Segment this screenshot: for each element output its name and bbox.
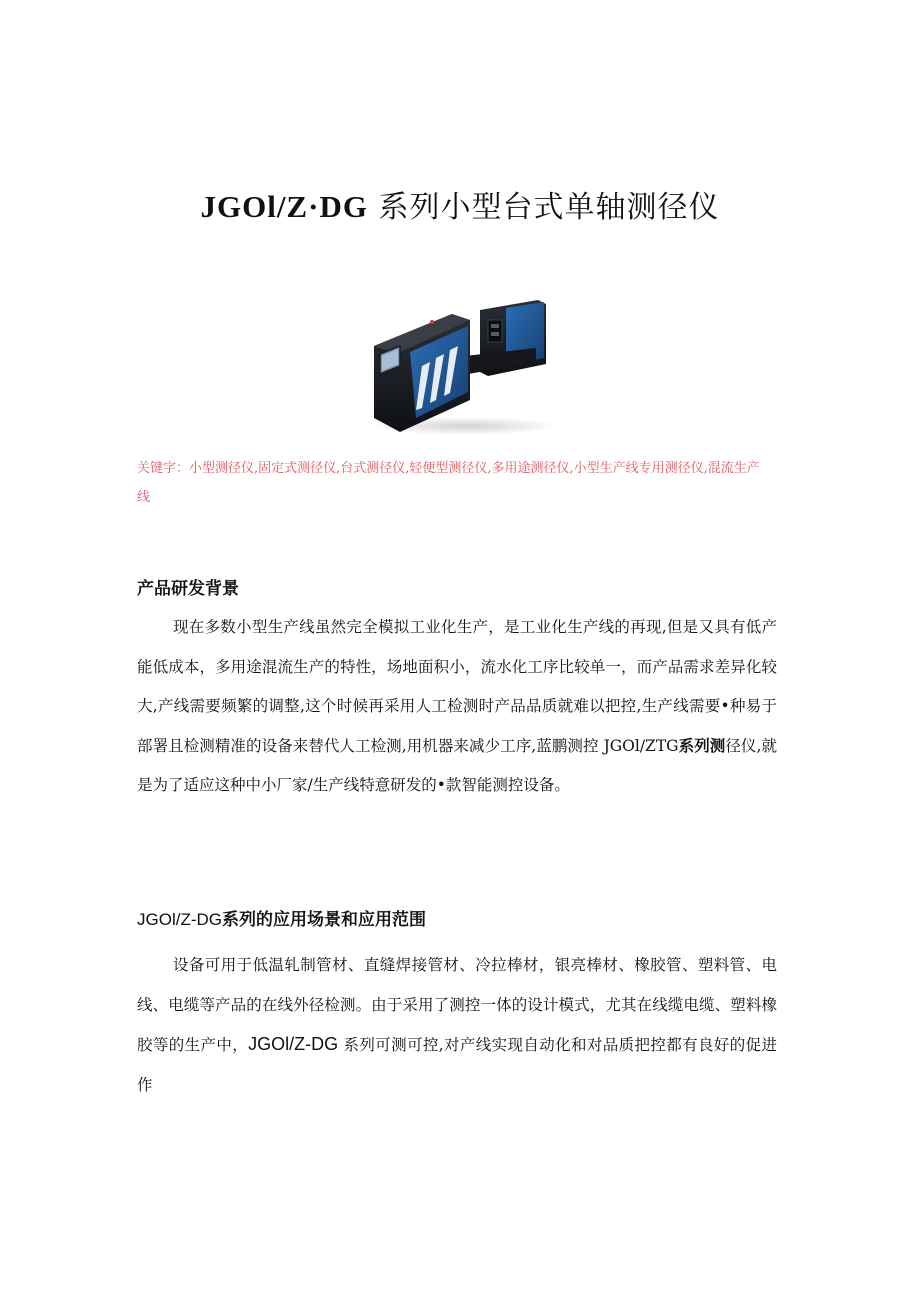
section-heading-background: 产品研发背景 [137, 579, 239, 599]
title-model-code: JGOl/Z·DG [200, 189, 368, 224]
paragraph-text-tail: 系列可测可控,对产线实现自动化和对品质把控都有良好的促进作 [137, 1036, 777, 1094]
paragraph-background [137, 608, 777, 806]
paragraph-application [137, 946, 777, 1105]
heading-text: 系列的应用场景和应用范围 [222, 910, 426, 930]
section-heading-application [137, 905, 426, 930]
paragraph-model-code: JGOl/Z-DG [248, 1034, 339, 1054]
paragraph-emphasis: 系列测 [678, 736, 726, 755]
heading-model-code: JGOl/Z-DG [137, 910, 222, 929]
product-photo [360, 292, 560, 437]
title-text: 系列小型台式单轴测径仪 [367, 190, 720, 225]
keywords-line: 关键字：小型测径仪,固定式测径仪,台式测径仪,轻便型测径仪,多用途测径仪,小型生产线专用测径仪,混流生产线 [137, 461, 760, 505]
page-title [0, 182, 920, 226]
paragraph-text-tail: 径仪,就是为了适应这种中小厂家/生产线特意研发的•款智能测控设备。 [137, 736, 777, 794]
paragraph-text: 现在多数小型生产线虽然完全模拟工业化生产，是工业化生产线的再现,但是又具有低产能低成本，多用途混流生产的特性，场地面积小，流水化工序比较单一，而产品需求差异化较大,产线需要频繁的调整,这个时候再采用人工检测时产品品质就难以把控,生产线需要•种易于部署且检测精准的设备来替代人工检测,用机器来减少工序,蓝鹏测控 JGOl/ZTG [137, 618, 777, 755]
paragraph-text: 设备可用于低温轧制管材、直缝焊接管材、冷拉棒材，银亮棒材、橡胶管、塑料管、电线、电缆等产品的在线外径检测。由于采用了测控一体的设计模式，尤其在线缆电缆、塑料橡胶等的生产中， [137, 956, 777, 1054]
